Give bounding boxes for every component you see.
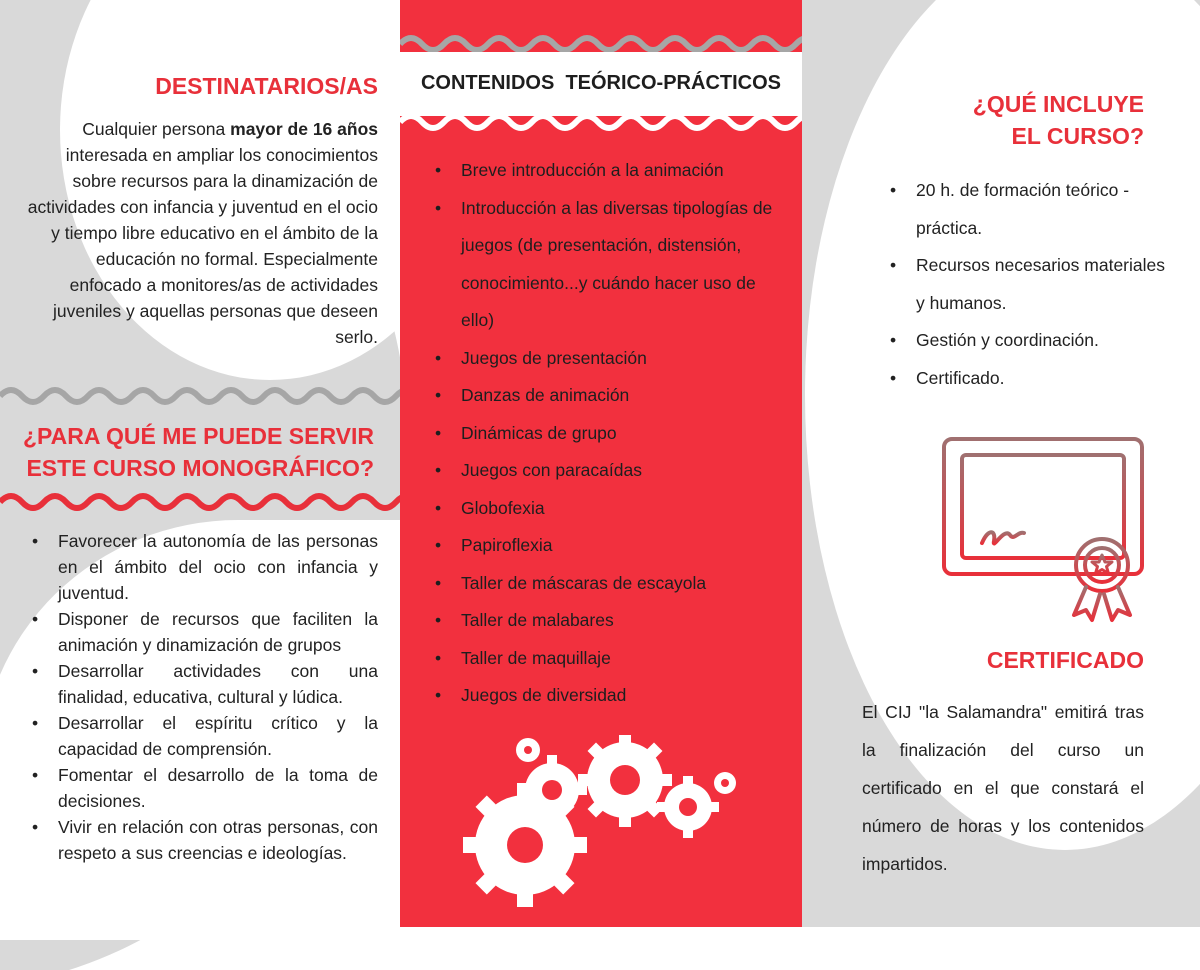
list-item: • Taller de malabares — [461, 602, 784, 640]
list-item: • Recursos necesarios materiales y humanos. — [916, 247, 1170, 322]
list-item: • Danzas de animación — [461, 377, 784, 415]
list-item: • Gestión y coordinación. — [916, 322, 1170, 360]
left-red-wave — [0, 490, 400, 514]
list-item: • Taller de máscaras de escayola — [461, 565, 784, 603]
destinatarios-text — [22, 116, 378, 350]
destinatarios-title: DESTINATARIOS/AS — [155, 73, 378, 99]
servir-list — [58, 528, 378, 866]
gears-icon — [455, 735, 755, 915]
contenidos-list — [461, 152, 784, 715]
servir-title — [23, 420, 374, 484]
servir-title-line2: ESTE CURSO MONOGRÁFICO? — [26, 455, 374, 481]
middle-panel — [400, 0, 802, 927]
list-item: • 20 h. de formación teórico - práctica. — [916, 172, 1170, 247]
list-item: • Desarrollar actividades con una finalidad, educativa, cultural y lúdica. — [58, 658, 378, 710]
list-item: • Introducción a las diversas tipologías de juegos (de presentación, distensión, conocimiento...y cuándo hacer uso de ello) — [461, 190, 784, 340]
incluye-title-line2: EL CURSO? — [1011, 123, 1144, 149]
certificado-text: El CIJ "la Salamandra" emitirá tras la finalización del curso un certificado en el que constará el número de horas y los contenidos impartidos. — [862, 702, 1144, 874]
list-item: • Certificado. — [916, 360, 1170, 398]
left-grey-wave — [0, 384, 400, 408]
list-item: • Globofexia — [461, 490, 784, 528]
destinatarios-intro: Cualquier persona — [82, 119, 231, 139]
incluye-title-line1: ¿QUÉ INCLUYE — [972, 91, 1144, 117]
right-panel — [802, 0, 1200, 927]
servir-title-line1: ¿PARA QUÉ ME PUEDE SERVIR — [22, 423, 374, 449]
destinatarios-bold: mayor de 16 años — [230, 119, 378, 139]
certificado-title: CERTIFICADO — [986, 647, 1144, 673]
list-item: • Favorecer la autonomía de las personas en el ámbito del ocio con infancia y juventud. — [58, 528, 378, 606]
list-item: • Juegos de presentación — [461, 340, 784, 378]
list-item: • Fomentar el desarrollo de la toma de decisiones. — [58, 762, 378, 814]
list-item: • Taller de maquillaje — [461, 640, 784, 678]
list-item: • Juegos de diversidad — [461, 677, 784, 715]
incluye-title — [973, 88, 1144, 152]
list-item: • Dinámicas de grupo — [461, 415, 784, 453]
list-item: • Juegos con paracaídas — [461, 452, 784, 490]
list-item: • Breve introducción a la animación — [461, 152, 784, 190]
left-panel — [0, 0, 400, 927]
contenidos-title: CONTENIDOS TEÓRICO-PRÁCTICOS — [420, 72, 781, 94]
incluye-list — [916, 172, 1170, 397]
list-item: • Desarrollar el espíritu crítico y la capacidad de comprensión. — [58, 710, 378, 762]
list-item: • Disponer de recursos que faciliten la animación y dinamización de grupos — [58, 606, 378, 658]
certificate-icon — [940, 435, 1150, 625]
list-item: • Papiroflexia — [461, 527, 784, 565]
middle-white-wave — [400, 110, 802, 134]
destinatarios-rest: interesada en ampliar los conocimientos sobre recursos para la dinamización de actividades con infancia y juventud en el ocio y tiempo libre educativo en el ámbito de la educación no formal. Especialmente enfocado a monitores/as de actividades juveniles y aquellas personas que deseen serlo. — [27, 145, 378, 347]
list-item: • Vivir en relación con otras personas, con respeto a sus creencias e ideologías. — [58, 814, 378, 866]
